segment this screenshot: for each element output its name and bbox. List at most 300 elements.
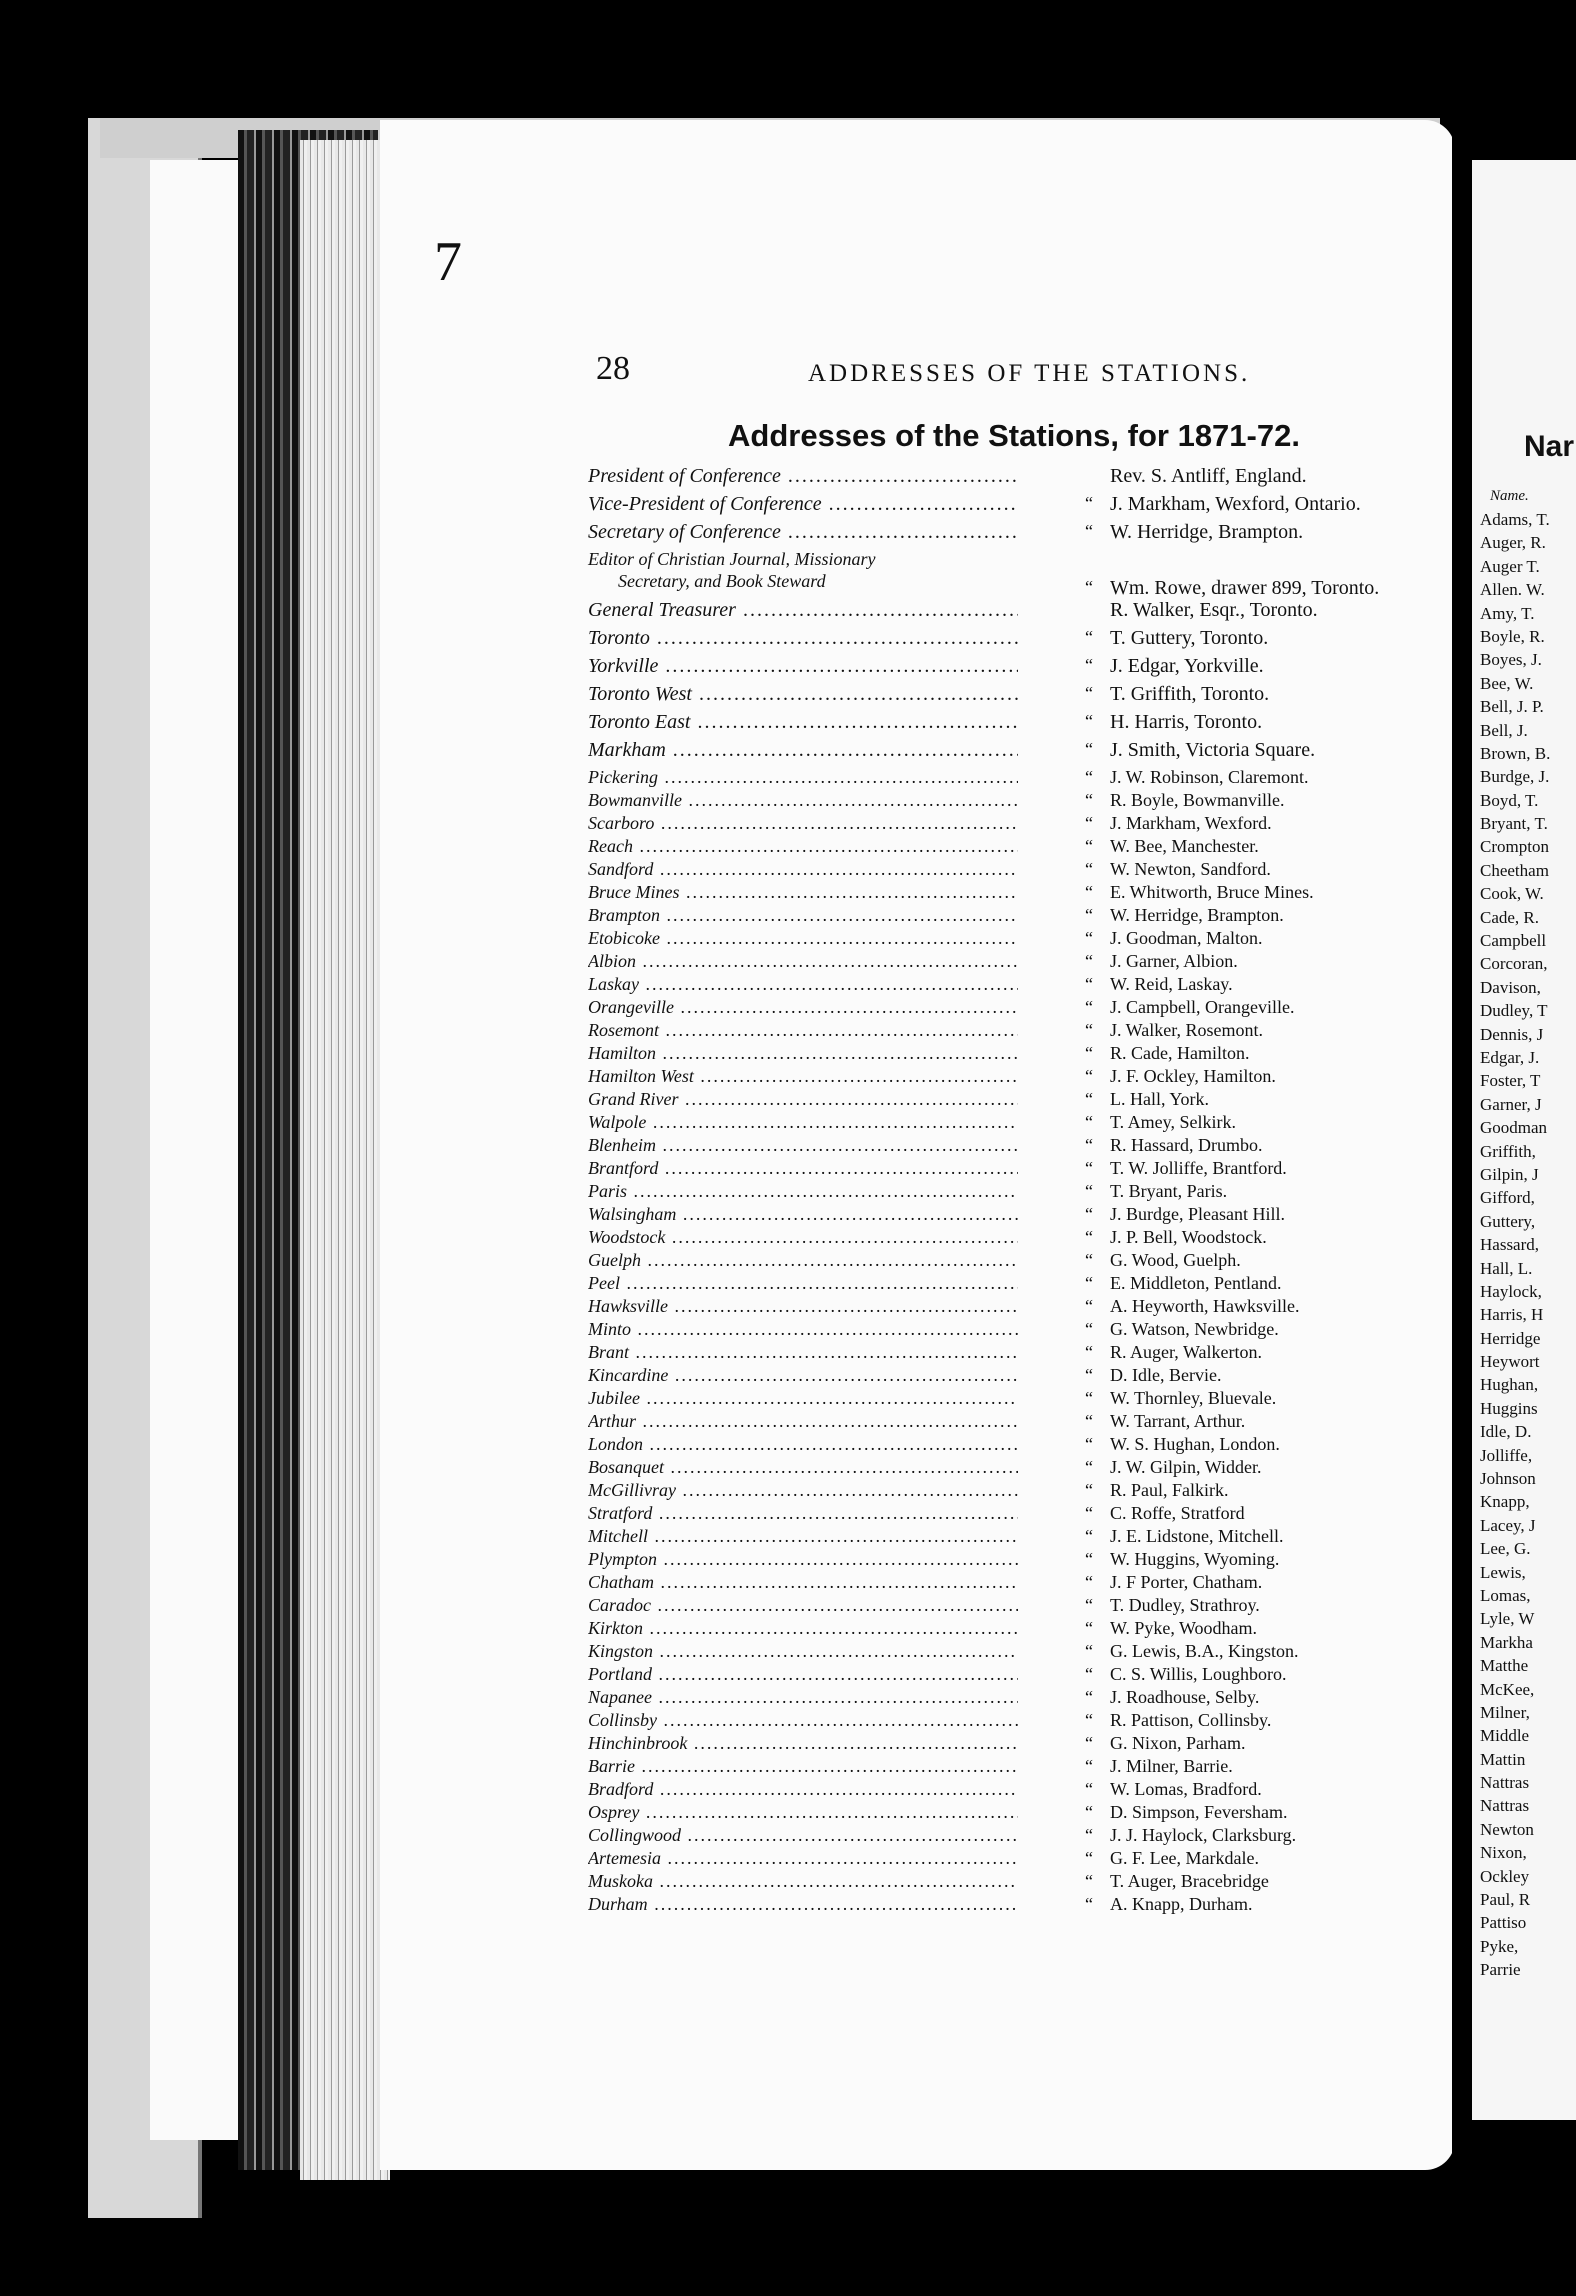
facing-page-name: Boyes, J.: [1480, 650, 1542, 670]
facing-page-name: Boyle, R.: [1480, 626, 1545, 646]
station-address: R. Auger, Walkerton.: [1110, 1342, 1262, 1362]
station-row: [588, 739, 1468, 767]
facing-page-name: Auger T.: [1480, 556, 1540, 576]
facing-page-name: Amy, T.: [1480, 603, 1535, 623]
station-address: W. Lomas, Bradford.: [1110, 1779, 1262, 1799]
station-name: Bradford .....: [588, 1779, 1018, 1800]
station-name: Brampton .....: [588, 905, 1018, 926]
page-number: 28: [596, 350, 630, 387]
station-name: Bosanquet .....: [588, 1457, 1018, 1478]
facing-page-name: Burdge, J.: [1480, 767, 1550, 787]
station-row: [588, 711, 1468, 739]
station-address: J. P. Bell, Woodstock.: [1110, 1227, 1267, 1247]
station-address: D. Idle, Bervie.: [1110, 1365, 1222, 1385]
running-head: ADDRESSES OF THE STATIONS.: [808, 360, 1251, 387]
ditto-mark: “: [1085, 1112, 1093, 1132]
station-name: Caradoc .....: [588, 1595, 1018, 1616]
page-edges: [300, 140, 390, 2180]
station-row: [588, 1020, 1468, 1043]
handwritten-mark: 7: [434, 231, 462, 293]
facing-page-name: Nattras: [1480, 1773, 1530, 1793]
station-row: [588, 1733, 1468, 1756]
station-row: [588, 997, 1468, 1020]
ditto-mark: “: [1085, 1089, 1093, 1109]
station-address: J. E. Lidstone, Mitchell.: [1110, 1526, 1284, 1546]
station-address: T. Bryant, Paris.: [1110, 1181, 1228, 1201]
station-row: [588, 493, 1468, 521]
facing-page-name: Huggins: [1480, 1398, 1538, 1418]
ditto-mark: “: [1085, 1066, 1093, 1086]
station-address: G. F. Lee, Markdale.: [1110, 1848, 1260, 1868]
facing-page-name: Knapp,: [1480, 1492, 1530, 1512]
station-address: R. Pattison, Collinsby.: [1110, 1710, 1272, 1730]
station-name: Markham .....: [588, 739, 1018, 762]
facing-page-name: Garner, J: [1480, 1094, 1542, 1114]
station-address: W. Bee, Manchester.: [1110, 836, 1259, 856]
station-name: Durham .....: [588, 1894, 1018, 1915]
station-row: [588, 1342, 1468, 1365]
station-address: G. Lewis, B.A., Kingston.: [1110, 1641, 1299, 1661]
facing-page-name: Guttery,: [1480, 1211, 1536, 1231]
facing-page-name: Edgar, J.: [1480, 1047, 1540, 1067]
facing-page-name: Milner,: [1480, 1702, 1530, 1722]
ditto-mark: “: [1085, 739, 1093, 759]
station-name: Yorkville .....: [588, 655, 1018, 678]
ditto-mark: “: [1085, 974, 1093, 994]
ditto-mark: “: [1085, 655, 1093, 675]
facing-page-name: Newton: [1480, 1819, 1534, 1839]
facing-page-name: Hughan,: [1480, 1375, 1539, 1395]
station-name: Peel .....: [588, 1273, 1018, 1294]
facing-page-name: Allen. W.: [1480, 580, 1545, 600]
facing-page-name: Parrie: [1480, 1960, 1521, 1980]
endpaper: [150, 160, 240, 2140]
facing-page-name: Crompton: [1480, 837, 1549, 857]
station-name: Scarboro .....: [588, 813, 1018, 834]
station-address: J. W. Robinson, Claremont.: [1110, 767, 1309, 787]
station-row: [588, 1687, 1468, 1710]
facing-page-name: Bell, J.: [1480, 720, 1528, 740]
station-address: E. Middleton, Pentland.: [1110, 1273, 1282, 1293]
station-address: J. Edgar, Yorkville.: [1110, 655, 1264, 677]
station-name: Artemesia .....: [588, 1848, 1018, 1869]
station-row: [588, 1457, 1468, 1480]
station-row: [588, 1480, 1468, 1503]
station-name: Walpole .....: [588, 1112, 1018, 1133]
station-address: T. Auger, Bracebridge: [1110, 1871, 1269, 1891]
station-row: [588, 1296, 1468, 1319]
station-name: Laskay .....: [588, 974, 1018, 995]
station-address: J. Walker, Rosemont.: [1110, 1020, 1263, 1040]
station-address: J. Roadhouse, Selby.: [1110, 1687, 1260, 1707]
ditto-mark: “: [1085, 1572, 1093, 1592]
ditto-mark: “: [1085, 1848, 1093, 1868]
station-row: [588, 1135, 1468, 1158]
ditto-mark: “: [1085, 711, 1093, 731]
station-address: R. Paul, Falkirk.: [1110, 1480, 1229, 1500]
station-row: [588, 1848, 1468, 1871]
station-row: [588, 1710, 1468, 1733]
facing-page-name: Matthe: [1480, 1656, 1529, 1676]
station-row: [588, 1526, 1468, 1549]
station-address: J. Milner, Barrie.: [1110, 1756, 1233, 1776]
station-name: Sandford .....: [588, 859, 1018, 880]
station-address: L. Hall, York.: [1110, 1089, 1210, 1109]
station-address: J. Smith, Victoria Square.: [1110, 739, 1316, 761]
station-address: J. Markham, Wexford.: [1110, 813, 1272, 833]
station-address: T. Griffith, Toronto.: [1110, 683, 1270, 705]
station-row: [588, 951, 1468, 974]
station-row: [588, 859, 1468, 882]
facing-page-name: Auger, R.: [1480, 533, 1546, 553]
station-name: Hinchinbrook .....: [588, 1733, 1018, 1754]
ditto-mark: “: [1085, 1756, 1093, 1776]
station-row: [588, 655, 1468, 683]
station-name: President of Conference .....: [588, 465, 1018, 488]
station-row: [588, 790, 1468, 813]
station-row: [588, 974, 1468, 997]
station-name: Arthur .....: [588, 1411, 1018, 1432]
station-name: Guelph .....: [588, 1250, 1018, 1271]
station-address: C. S. Willis, Loughboro.: [1110, 1664, 1287, 1684]
ditto-mark: “: [1085, 1779, 1093, 1799]
station-row: [588, 928, 1468, 951]
station-name: Etobicoke .....: [588, 928, 1018, 949]
facing-page-name: Cade, R.: [1480, 907, 1540, 927]
editor-title-line2: Secretary, and Book Steward: [618, 571, 826, 591]
ditto-mark: “: [1085, 1411, 1093, 1431]
station-name: Jubilee .....: [588, 1388, 1018, 1409]
station-name: General Treasurer .....: [588, 599, 1018, 622]
ditto-mark: “: [1085, 1733, 1093, 1753]
station-address: J. Garner, Albion.: [1110, 951, 1238, 971]
facing-page-name: Middle: [1480, 1726, 1530, 1746]
ditto-mark: “: [1085, 1457, 1093, 1477]
station-address: R. Boyle, Bowmanville.: [1110, 790, 1285, 810]
station-address: T. Amey, Selkirk.: [1110, 1112, 1236, 1132]
facing-page-name: Hall, L.: [1480, 1258, 1533, 1278]
station-name: Napanee .....: [588, 1687, 1018, 1708]
station-name: Toronto East .....: [588, 711, 1018, 734]
station-address: G. Nixon, Parham.: [1110, 1733, 1246, 1753]
station-name: Minto .....: [588, 1319, 1018, 1340]
ditto-mark: “: [1085, 1273, 1093, 1293]
station-address: W. Huggins, Wyoming.: [1110, 1549, 1280, 1569]
facing-page-name: Markha: [1480, 1632, 1533, 1652]
station-row: [588, 1250, 1468, 1273]
editor-address: Wm. Rowe, drawer 899, Toronto.: [1110, 577, 1380, 599]
station-name: Grand River .....: [588, 1089, 1018, 1110]
station-row: [588, 1825, 1468, 1848]
station-row: [588, 1043, 1468, 1066]
facing-page-name: Gifford,: [1480, 1188, 1535, 1208]
station-address: R. Cade, Hamilton.: [1110, 1043, 1250, 1063]
stations-list: [588, 465, 1468, 1917]
station-address: H. Harris, Toronto.: [1110, 711, 1263, 733]
ditto-mark: “: [1085, 627, 1093, 647]
station-address: T. Guttery, Toronto.: [1110, 627, 1269, 649]
facing-page-name: Lewis,: [1480, 1562, 1526, 1582]
station-address: E. Whitworth, Bruce Mines.: [1110, 882, 1314, 902]
facing-page-name: Haylock,: [1480, 1281, 1542, 1301]
station-address: C. Roffe, Stratford: [1110, 1503, 1245, 1523]
ditto-mark: “: [1085, 1135, 1093, 1155]
station-name: Osprey .....: [588, 1802, 1018, 1823]
ditto-mark: “: [1085, 997, 1093, 1017]
facing-page-name: Goodman: [1480, 1118, 1548, 1138]
facing-page-column-label: Name.: [1490, 488, 1529, 504]
facing-page-name: Lacey, J: [1480, 1515, 1536, 1535]
station-address: J. Goodman, Malton.: [1110, 928, 1263, 948]
station-row: [588, 1641, 1468, 1664]
station-address: D. Simpson, Feversham.: [1110, 1802, 1288, 1822]
station-address: R. Hassard, Drumbo.: [1110, 1135, 1263, 1155]
facing-page-name: Campbell: [1480, 931, 1547, 951]
station-address: J. F Porter, Chatham.: [1110, 1572, 1263, 1592]
facing-page-name: Lomas,: [1480, 1585, 1531, 1605]
editor-row: [588, 549, 1468, 599]
facing-page-name: Cheetham: [1480, 860, 1549, 880]
ditto-mark: “: [1085, 1365, 1093, 1385]
ditto-mark: “: [1085, 1526, 1093, 1546]
station-row: [588, 1388, 1468, 1411]
ditto-mark: “: [1085, 928, 1093, 948]
station-row: [588, 1066, 1468, 1089]
station-name: Paris .....: [588, 1181, 1018, 1202]
ditto-mark: “: [1085, 905, 1093, 925]
station-address: W. Thornley, Bluevale.: [1110, 1388, 1277, 1408]
station-row: [588, 1871, 1468, 1894]
station-name: Brantford .....: [588, 1158, 1018, 1179]
facing-page-name: Ockley: [1480, 1866, 1530, 1886]
station-address: R. Walker, Esqr., Toronto.: [1110, 599, 1318, 621]
station-row: [588, 1503, 1468, 1526]
station-row: [588, 1434, 1468, 1457]
ditto-mark: “: [1085, 1664, 1093, 1684]
ditto-mark: “: [1085, 767, 1093, 787]
station-name: Hawksville .....: [588, 1296, 1018, 1317]
station-name: Stratford .....: [588, 1503, 1018, 1524]
ditto-mark: “: [1085, 1158, 1093, 1178]
ditto-mark: “: [1085, 1871, 1093, 1891]
ditto-mark: “: [1085, 859, 1093, 879]
ditto-mark: “: [1085, 1227, 1093, 1247]
station-name: Woodstock .....: [588, 1227, 1018, 1248]
station-address: W. Herridge, Brampton.: [1110, 905, 1284, 925]
facing-page-name: Harris, H: [1480, 1305, 1544, 1325]
station-name: Orangeville .....: [588, 997, 1018, 1018]
station-row: [588, 1365, 1468, 1388]
station-name: Toronto .....: [588, 627, 1018, 650]
facing-page-name: Lyle, W: [1480, 1609, 1535, 1629]
ditto-mark: “: [1085, 1043, 1093, 1063]
station-address: Rev. S. Antliff, England.: [1110, 465, 1307, 487]
station-row: [588, 1618, 1468, 1641]
station-name: Plympton .....: [588, 1549, 1018, 1570]
ditto-mark: “: [1085, 1388, 1093, 1408]
ditto-mark: “: [1085, 577, 1093, 597]
station-name: Rosemont .....: [588, 1020, 1018, 1041]
ditto-mark: “: [1085, 1296, 1093, 1316]
station-name: Mitchell .....: [588, 1526, 1018, 1547]
station-row: [588, 683, 1468, 711]
station-address: G. Wood, Guelph.: [1110, 1250, 1241, 1270]
station-row: [588, 1273, 1468, 1296]
station-name: Collingwood .....: [588, 1825, 1018, 1846]
station-row: [588, 1319, 1468, 1342]
station-name: Kirkton .....: [588, 1618, 1018, 1639]
station-name: Bowmanville .....: [588, 790, 1018, 811]
station-name: Secretary of Conference .....: [588, 521, 1018, 544]
station-row: [588, 1802, 1468, 1825]
station-row: [588, 1549, 1468, 1572]
station-name: Toronto West .....: [588, 683, 1018, 706]
facing-page-name: Herridge: [1480, 1328, 1541, 1348]
station-name: Pickering .....: [588, 767, 1018, 788]
ditto-mark: “: [1085, 683, 1093, 703]
facing-page-name: Pyke,: [1480, 1936, 1519, 1956]
station-name: Albion .....: [588, 951, 1018, 972]
ditto-mark: “: [1085, 1181, 1093, 1201]
facing-page-heading: Nar: [1524, 430, 1575, 463]
facing-page-name: Lee, G.: [1480, 1539, 1531, 1559]
ditto-mark: “: [1085, 1710, 1093, 1730]
station-name: Collinsby .....: [588, 1710, 1018, 1731]
station-address: J. J. Haylock, Clarksburg.: [1110, 1825, 1297, 1845]
station-name: Brant .....: [588, 1342, 1018, 1363]
facing-page-name: Foster, T: [1480, 1071, 1541, 1091]
facing-page-name: Bee, W.: [1480, 673, 1534, 693]
station-row: [588, 1779, 1468, 1802]
station-name: Vice-President of Conference .....: [588, 493, 1018, 516]
station-name: Chatham .....: [588, 1572, 1018, 1593]
facing-page-name: Bryant, T.: [1480, 814, 1548, 834]
facing-page-name: Griffith,: [1480, 1141, 1536, 1161]
ditto-mark: “: [1085, 836, 1093, 856]
ditto-mark: “: [1085, 951, 1093, 971]
ditto-mark: “: [1085, 1549, 1093, 1569]
facing-page-name: Paul, R: [1480, 1890, 1531, 1910]
station-row: [588, 767, 1468, 790]
station-row: [588, 599, 1468, 627]
ditto-mark: “: [1085, 1319, 1093, 1339]
station-name: Kincardine .....: [588, 1365, 1018, 1386]
station-row: [588, 905, 1468, 928]
ditto-mark: “: [1085, 813, 1093, 833]
station-name: Bruce Mines .....: [588, 882, 1018, 903]
station-address: J. Markham, Wexford, Ontario.: [1110, 493, 1361, 515]
station-address: T. W. Jolliffe, Brantford.: [1110, 1158, 1287, 1178]
facing-page-name: Cook, W.: [1480, 884, 1544, 904]
station-name: Barrie .....: [588, 1756, 1018, 1777]
station-address: W. Tarrant, Arthur.: [1110, 1411, 1246, 1431]
ditto-mark: “: [1085, 1687, 1093, 1707]
facing-page-name: Heywort: [1480, 1352, 1540, 1372]
station-row: [588, 1204, 1468, 1227]
station-address: J. Burdge, Pleasant Hill.: [1110, 1204, 1285, 1224]
editor-title-line1: Editor of Christian Journal, Missionary: [588, 549, 876, 569]
ditto-mark: “: [1085, 1802, 1093, 1822]
station-row: [588, 836, 1468, 859]
station-name: Blenheim .....: [588, 1135, 1018, 1156]
ditto-mark: “: [1085, 1595, 1093, 1615]
facing-page-name: Pattiso: [1480, 1913, 1527, 1933]
station-row: [588, 813, 1468, 836]
facing-page-name: Nattras: [1480, 1796, 1530, 1816]
station-row: [588, 1411, 1468, 1434]
ditto-mark: “: [1085, 1020, 1093, 1040]
station-row: [588, 1894, 1468, 1917]
facing-page-name: Johnson: [1480, 1469, 1536, 1489]
facing-page-name: Idle, D.: [1480, 1422, 1532, 1442]
ditto-mark: “: [1085, 521, 1093, 541]
station-row: [588, 1595, 1468, 1618]
facing-page-name: Nixon,: [1480, 1843, 1527, 1863]
station-address: A. Heyworth, Hawksville.: [1110, 1296, 1300, 1316]
station-row: [588, 1227, 1468, 1250]
ditto-mark: “: [1085, 1618, 1093, 1638]
station-name: Portland .....: [588, 1664, 1018, 1685]
station-row: [588, 1572, 1468, 1595]
ditto-mark: “: [1085, 1503, 1093, 1523]
ditto-mark: “: [1085, 1480, 1093, 1500]
ditto-mark: “: [1085, 1342, 1093, 1362]
ditto-mark: “: [1085, 1250, 1093, 1270]
station-row: [588, 1112, 1468, 1135]
station-address: W. Pyke, Woodham.: [1110, 1618, 1258, 1638]
station-name: Reach .....: [588, 836, 1018, 857]
facing-page-name: Gilpin, J: [1480, 1164, 1539, 1184]
station-name: Hamilton West .....: [588, 1066, 1018, 1087]
ditto-mark: “: [1085, 790, 1093, 810]
facing-page-name: Boyd, T.: [1480, 790, 1539, 810]
station-row: [588, 882, 1468, 905]
ditto-mark: “: [1085, 1204, 1093, 1224]
facing-page-name: Bell, J. P.: [1480, 697, 1544, 717]
facing-page-name: Hassard,: [1480, 1235, 1540, 1255]
facing-page-name: Dudley, T: [1480, 1001, 1548, 1021]
facing-page-name: Davison,: [1480, 977, 1541, 997]
facing-page-name: Jolliffe,: [1480, 1445, 1533, 1465]
station-row: [588, 1158, 1468, 1181]
ditto-mark: “: [1085, 882, 1093, 902]
ditto-mark: “: [1085, 1434, 1093, 1454]
station-address: J. W. Gilpin, Widder.: [1110, 1457, 1262, 1477]
station-address: J. Campbell, Orangeville.: [1110, 997, 1295, 1017]
ditto-mark: “: [1085, 1825, 1093, 1845]
station-address: W. S. Hughan, London.: [1110, 1434, 1280, 1454]
station-name: Kingston .....: [588, 1641, 1018, 1662]
station-row: [588, 1089, 1468, 1112]
station-address: T. Dudley, Strathroy.: [1110, 1595, 1260, 1615]
page-title: Addresses of the Stations, for 1871-72.: [728, 418, 1300, 453]
facing-page-name: Corcoran,: [1480, 954, 1548, 974]
station-name: Muskoka .....: [588, 1871, 1018, 1892]
station-address: W. Reid, Laskay.: [1110, 974, 1233, 994]
station-row: [588, 521, 1468, 549]
station-address: W. Newton, Sandford.: [1110, 859, 1271, 879]
facing-page-name: Dennis, J: [1480, 1024, 1544, 1044]
station-name: London .....: [588, 1434, 1018, 1455]
station-address: J. F. Ockley, Hamilton.: [1110, 1066, 1276, 1086]
station-row: [588, 627, 1468, 655]
station-address: A. Knapp, Durham.: [1110, 1894, 1253, 1914]
station-address: G. Watson, Newbridge.: [1110, 1319, 1279, 1339]
station-row: [588, 1181, 1468, 1204]
facing-page-name: Brown, B.: [1480, 743, 1551, 763]
facing-page-name: Mattin: [1480, 1749, 1526, 1769]
ditto-mark: “: [1085, 1641, 1093, 1661]
